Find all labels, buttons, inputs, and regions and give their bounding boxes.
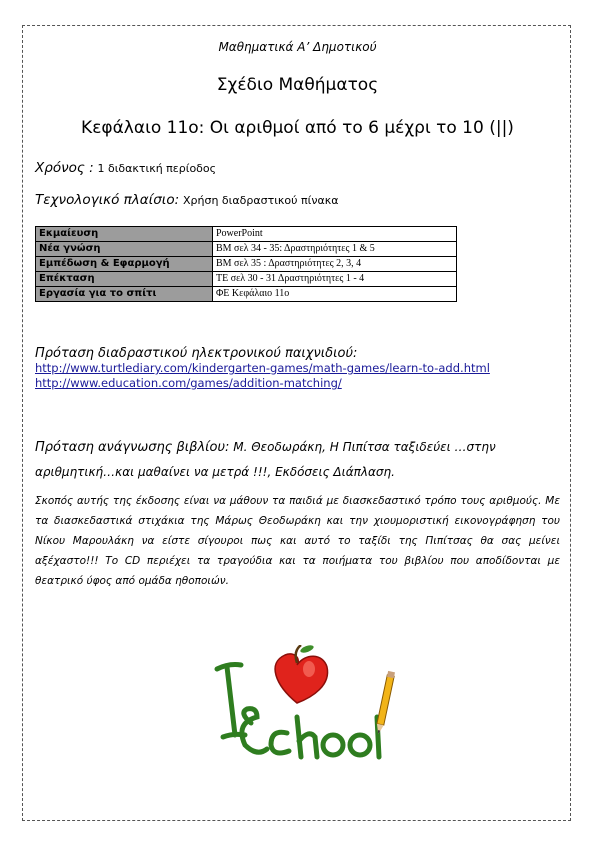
game-link-1[interactable]: http://www.turtlediary.com/kindergarten-games/math-games/learn-to-add.html: [35, 361, 490, 375]
book-section: [35, 435, 560, 484]
activity-cell: ΒΜ σελ 35 : Δραστηριότητες 2, 3, 4: [213, 257, 457, 272]
book-text: Μ. Θεοδωράκη, Η Πιπίτσα ταξιδεύει …στην αριθμητική…και μαθαίνει να μετρά !!!, Εκδόσεις Διάπλαση.: [35, 440, 496, 479]
tech-value: Χρήση διαδραστικού πίνακα: [183, 194, 339, 207]
games-section: [35, 346, 560, 391]
games-heading: Πρόταση διαδραστικού ηλεκτρονικού παιχνιδιού:: [35, 346, 358, 361]
subject-header: Μαθηματικά Α’ Δημοτικού: [218, 40, 377, 54]
table-row: [36, 272, 457, 287]
phase-cell: Επέκταση: [36, 272, 213, 287]
activity-cell: PowerPoint: [213, 227, 457, 242]
chapter-title: Κεφάλαιο 11ο: Οι αριθμοί από το 6 μέχρι το 10 (||): [81, 118, 514, 138]
activity-cell: ΦΕ Κεφάλαιο 11ο: [213, 287, 457, 302]
page-title: Σχέδιο Μαθήματος: [216, 75, 379, 95]
table-row: [36, 242, 457, 257]
time-row: [35, 160, 560, 176]
time-value: 1 διδακτική περίοδος: [97, 162, 217, 175]
tech-row: [35, 192, 560, 208]
table-row: [36, 257, 457, 272]
phase-cell: Νέα γνώση: [36, 242, 213, 257]
time-label: Χρόνος :: [35, 160, 94, 176]
table-row: [36, 227, 457, 242]
game-link-2[interactable]: http://www.education.com/games/addition-matching/: [35, 376, 342, 390]
lesson-plan-table: [35, 226, 457, 302]
activity-cell: ΒΜ σελ 34 - 35: Δραστηριότητες 1 & 5: [213, 242, 457, 257]
i-love-school-logo: [205, 645, 395, 775]
book-heading: Πρόταση ανάγνωσης βιβλίου:: [35, 440, 230, 455]
table-row: [36, 287, 457, 302]
heart-apple-icon: [205, 645, 395, 775]
phase-cell: Εμπέδωση & Εφαρμογή: [36, 257, 213, 272]
book-description: Σκοπός αυτής της έκδοσης είναι να μάθουν τα παιδιά με διασκεδαστικό τρόπο τους αριθμούς. Με τα διασκεδαστικά στιχάκια της Μάρως Θεοδωράκη και την χιουμοριστική εικονογράφηση του Νίκου Μαρουλάκη να είστε σίγουροι πως και αυτό το ταξίδι της Πιπίτσας θα σας μείνει αξέχαστο!!! Το CD περιέχει τα τραγούδια και τα ποιήματα του βιβλίου που αποδίδονται με θεατρικό ύφος από ομάδα ηθοποιών.: [35, 495, 560, 587]
phase-cell: Εργασία για το σπίτι: [36, 287, 213, 302]
tech-label: Τεχνολογικό πλαίσιο:: [35, 192, 180, 208]
phase-cell: Εκμαίευση: [36, 227, 213, 242]
activity-cell: ΤΕ σελ 30 - 31 Δραστηριότητες 1 - 4: [213, 272, 457, 287]
